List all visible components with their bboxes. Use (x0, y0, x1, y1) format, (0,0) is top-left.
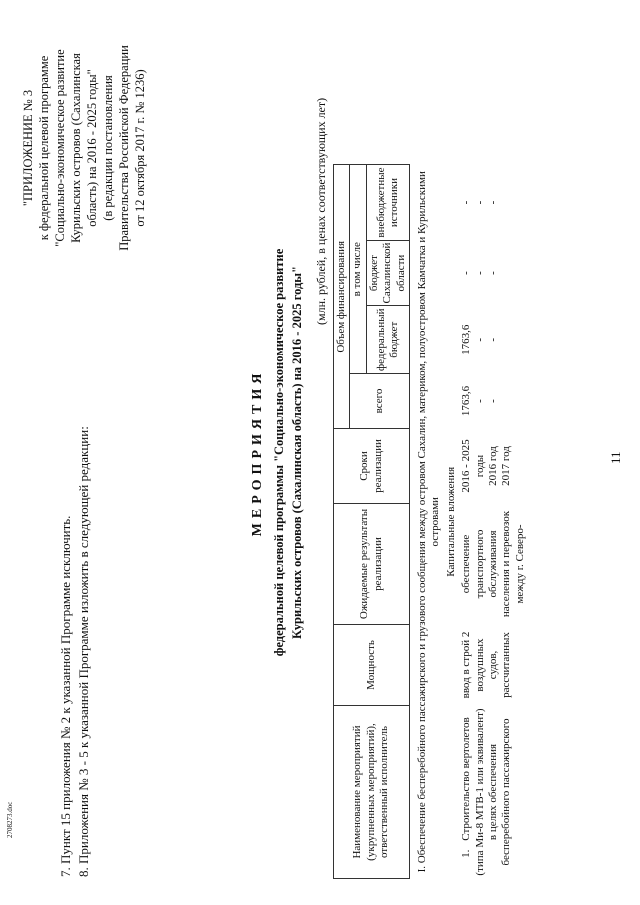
appendix-line: "ПРИЛОЖЕНИЕ № 3 (21, 89, 35, 207)
header-including: в том числе (350, 165, 366, 374)
row-other (459, 165, 528, 240)
row-total (459, 374, 528, 429)
section-title: I. Обеспечение бесперебойного пассажирского и грузового сообщения между островом Сахалин, материком, полуостровом Камчатка и Курильскими островами (416, 171, 442, 873)
item-8: 8. Приложения № 3 - 5 к указанной Программе изложить в следующей редакции: (76, 426, 91, 877)
federal-value: - (487, 337, 500, 342)
document-subtitle: федеральной целевой программы "Социально-экономическое развитие (272, 248, 286, 657)
measures-table (333, 165, 528, 880)
header-total: всего (350, 374, 410, 429)
header-federal: федеральный бюджет (366, 306, 409, 374)
header-regional: бюджет Сахалинской области (366, 240, 409, 306)
header-terms: Сроки реализации (334, 429, 410, 504)
header-name: Наименование мероприятий (укрупненных мероприятий), ответственный исполнитель (334, 706, 410, 879)
row-federal (459, 306, 528, 374)
document-heading: МЕРОПРИЯТИЯ (250, 368, 265, 537)
row-name (459, 706, 528, 879)
row-name-text: Строительство вертолетов (типа Ми-8 МТВ-1 или эквивалент) в целях обеспечения бесперебойного пассажирского (460, 708, 513, 876)
row-results: обеспечение транспортного обслуживания населения и перевозок между г. Северо- (460, 510, 526, 618)
term-value: 2016 - 2025 годы (460, 439, 486, 493)
header-other: внебюджетные источники (366, 165, 409, 240)
term-value: 2017 год (500, 446, 513, 486)
header-power: Мощность (334, 625, 410, 706)
row-terms (459, 429, 528, 504)
regional-value: - (487, 271, 500, 275)
total-value: - (487, 399, 500, 403)
appendix-line: к федеральной целевой программе (37, 55, 51, 241)
appendix-block (20, 43, 148, 253)
other-value: - (460, 200, 473, 205)
appendix-line: Правительства Российской Федерации (117, 45, 131, 251)
header-funding: Объем финансирования (334, 165, 350, 429)
item-7: 7. Пункт 15 приложения № 2 к указанной Программе исключить. (58, 515, 73, 877)
page-number: 11 (608, 451, 623, 464)
total-value: - (473, 399, 486, 403)
units-note: (млн. рублей, в ценах соответствующих лет) (314, 97, 328, 325)
document-subtitle: Курильских островов (Сахалинская область) на 2016 - 2025 годы" (290, 266, 304, 639)
row-power: ввод в строй 2 воздушных судов, рассчитанных (460, 631, 513, 699)
header-results: Ожидаемые результаты реализации (334, 504, 410, 625)
other-value: - (473, 200, 486, 205)
footer-note: 2708273.doc (6, 801, 14, 838)
appendix-line: "Социально-экономическое развитие (53, 49, 67, 247)
appendix-line: Курильских островов (Сахалинская (69, 53, 83, 243)
row-number: 1. (460, 849, 473, 858)
federal-value: 1763,6 (460, 324, 473, 355)
appendix-line: (в редакции постановления (101, 75, 115, 221)
subsection-title: Капитальные вложения (444, 466, 457, 577)
total-value: 1763,6 (460, 385, 473, 417)
term-value: 2016 год (487, 446, 500, 486)
appendix-line: от 12 октября 2017 г. № 1236) (133, 69, 147, 227)
table-row (459, 165, 528, 879)
appendix-line: область) на 2016 - 2025 годы" (85, 69, 99, 227)
federal-value: - (473, 337, 486, 342)
row-regional (459, 240, 528, 306)
regional-value: - (460, 271, 473, 275)
other-value: - (487, 200, 500, 205)
regional-value: - (473, 271, 486, 275)
